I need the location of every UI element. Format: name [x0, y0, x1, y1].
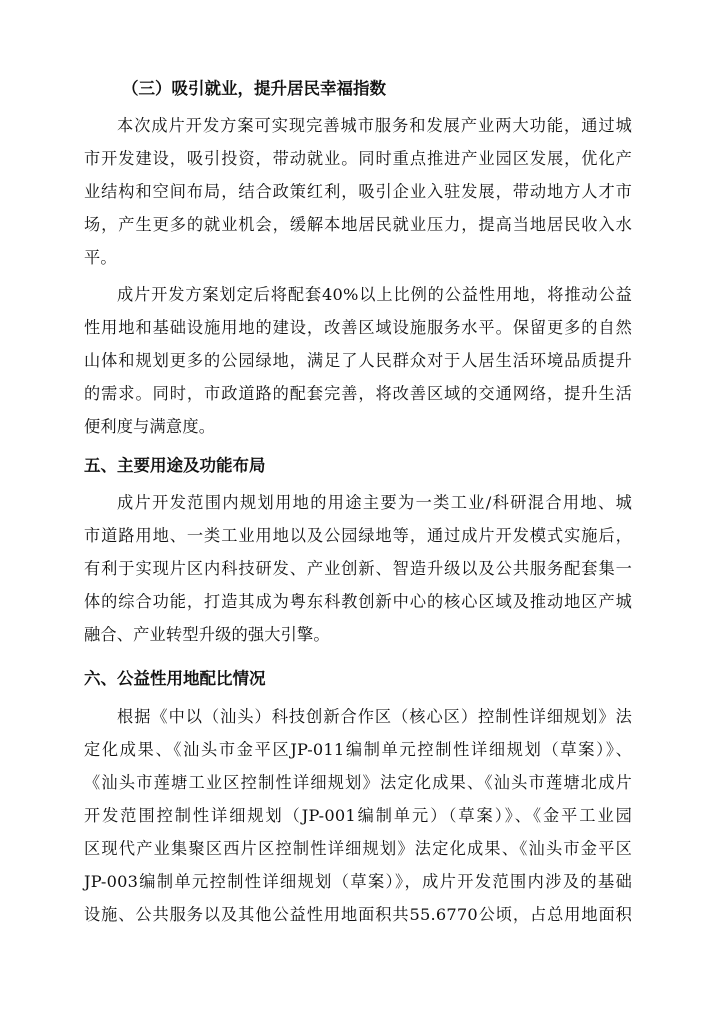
paragraph-line: 业结构和空间布局，结合政策红利，吸引企业入驻发展，带动地方人才市 — [84, 182, 632, 201]
paragraph-line: 市道路用地、一类工业用地以及公园绿地等，通过成片开发模式实施后， — [84, 526, 632, 545]
paragraph-line: 市开发建设，吸引投资，带动就业。同时重点推进产业园区发展，优化产 — [84, 149, 632, 168]
paragraph-line: 根据《中以（汕头）科技创新合作区（核心区）控制性详细规划》法 — [117, 707, 632, 726]
paragraph-line: 融合、产业转型升级的强大引擎。 — [84, 625, 330, 644]
paragraph-line: 便利度与满意度。 — [84, 417, 216, 436]
paragraph-line: 开发范围控制性详细规划（JP-001编制单元）（草案）》、《金平工业园 — [84, 806, 632, 825]
paragraph-line: 本次成片开发方案可实现完善城市服务和发展产业两大功能，通过城 — [117, 116, 632, 135]
paragraph-line: 《汕头市莲塘工业区控制性详细规划》法定化成果、《汕头市莲塘北成片 — [84, 773, 632, 792]
paragraph-line: 成片开发方案划定后将配套40%以上比例的公益性用地，将推动公益 — [117, 285, 632, 304]
section-heading-attract-employment: （三）吸引就业，提升居民幸福指数 — [122, 79, 386, 98]
paragraph-line: 平。 — [84, 248, 117, 267]
paragraph-line: 成片开发范围内规划用地的用途主要为一类工业/科研混合用地、城 — [117, 493, 632, 512]
paragraph-line: JP-003编制单元控制性详细规划（草案）》，成片开发范围内涉及的基础 — [84, 872, 632, 891]
paragraph-line: 有利于实现片区内科技研发、产业创新、智造升级以及公共服务配套集一 — [84, 559, 632, 578]
paragraph-line: 区现代产业集聚区西片区控制性详细规划》法定化成果、《汕头市金平区 — [84, 839, 632, 858]
paragraph-line: 山体和规划更多的公园绿地，满足了人民群众对于人居生活环境品质提升 — [84, 351, 632, 370]
paragraph-line: 设施、公共服务以及其他公益性用地面积共55.6770公顷，占总用地面积 — [84, 905, 632, 924]
paragraph-line: 体的综合功能，打造其成为粤东科教创新中心的核心区域及推动地区产城 — [84, 592, 632, 611]
paragraph-line: 的需求。同时，市政道路的配套完善，将改善区域的交通网络，提升生活 — [84, 384, 632, 403]
paragraph-line: 场，产生更多的就业机会，缓解本地居民就业压力，提高当地居民收入水 — [84, 215, 632, 234]
paragraph-line: 定化成果、《汕头市金平区JP-011编制单元控制性详细规划（草案）》、 — [84, 740, 632, 759]
section-heading-public-land-ratio: 六、公益性用地配比情况 — [84, 669, 266, 688]
paragraph-line: 性用地和基础设施用地的建设，改善区域设施服务水平。保留更多的自然 — [84, 318, 632, 337]
section-heading-main-uses: 五、主要用途及功能布局 — [84, 456, 266, 475]
